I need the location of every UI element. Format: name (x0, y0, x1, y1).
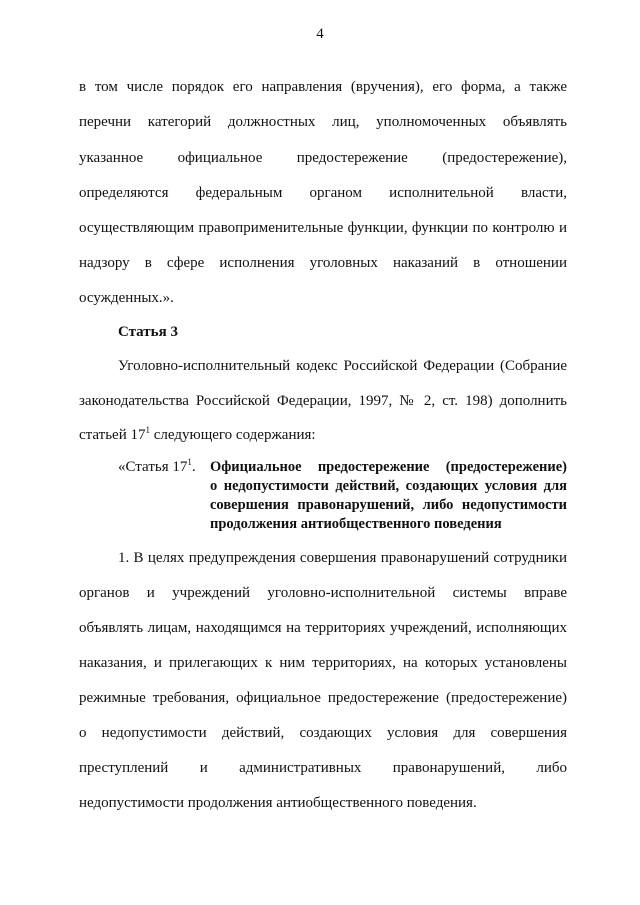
paragraph-line: надзору в сфере исполнения уголовных наказаний в отношении (79, 255, 567, 271)
article-heading-line: совершения правонарушений, либо недопустимости (210, 497, 567, 513)
paragraph-line (79, 425, 567, 445)
article-title: Статья 3 (118, 324, 178, 340)
article-prefix (118, 459, 196, 476)
paragraph-line: Уголовно-исполнительный кодекс Российской Федерации (Собрание (118, 358, 567, 374)
article-heading-line: Официальное предостережение (предостережение) (210, 459, 567, 475)
superscript: 1 (145, 425, 150, 435)
article-heading-line: о недопустимости действий, создающих условия для (210, 478, 567, 494)
paragraph-line: о недопустимости действий, создающих условия для совершения (79, 725, 567, 741)
text-fragment: статьей 17 (79, 427, 146, 443)
paragraph-line: осуществляющим правоприменительные функции, функции по контролю и (79, 220, 567, 236)
paragraph-line: наказания, и прилегающих к ним территориях, на которых установлены (79, 655, 567, 671)
text-fragment: . (191, 459, 196, 475)
paragraph-line: определяются федеральным органом исполнительной власти, (79, 185, 567, 201)
page-number: 4 (316, 26, 324, 42)
paragraph-line: осужденных.». (79, 290, 174, 306)
paragraph-line: указанное официальное предостережение (предостережение), (79, 150, 567, 166)
paragraph-line: перечни категорий должностных лиц, уполномоченных объявлять (79, 114, 567, 130)
paragraph-line: в том числе порядок его направления (вручения), его форма, а также (79, 79, 567, 95)
paragraph-line: преступлений и административных правонарушений, либо (79, 760, 567, 776)
paragraph-line: режимные требования, официальное предостережение (предостережение) (79, 690, 567, 706)
paragraph-line: недопустимости продолжения антиобщественного поведения. (79, 795, 477, 811)
paragraph-line: органов и учреждений уголовно-исполнительной системы вправе (79, 585, 567, 601)
article-heading-line: продолжения антиобщественного поведения (210, 516, 502, 532)
paragraph-line: объявлять лицам, находящимся на территориях учреждений, исполняющих (79, 620, 567, 636)
paragraph-line: 1. В целях предупреждения совершения правонарушений сотрудники (118, 550, 567, 566)
text-fragment: следующего содержания: (150, 427, 316, 443)
superscript: 1 (187, 457, 192, 467)
text-fragment: «Статья 17 (118, 459, 188, 475)
paragraph-line: законодательства Российской Федерации, 1997, № 2, ст. 198) дополнить (79, 393, 567, 409)
